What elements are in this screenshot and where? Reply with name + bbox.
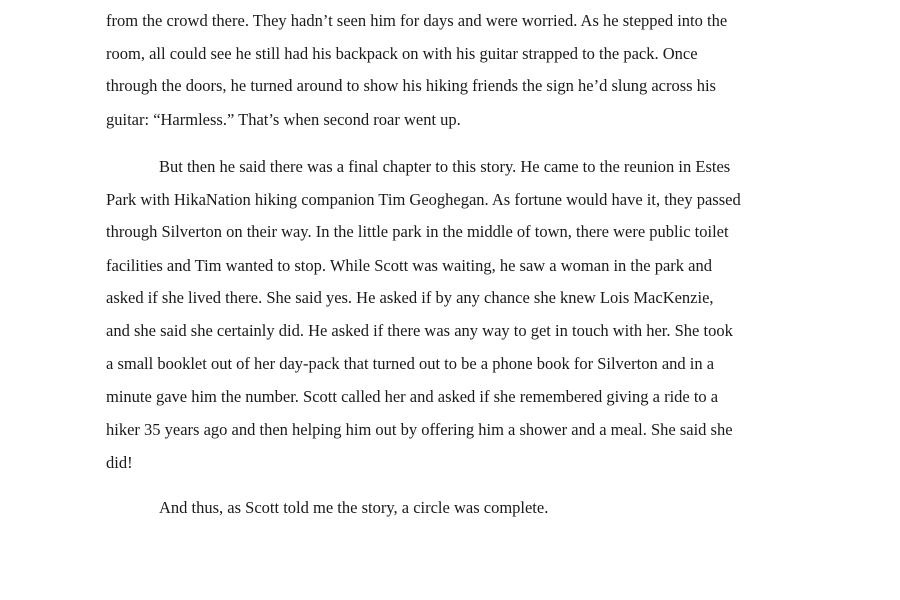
paragraph-1-line-3: through the doors, he turned around to show his hiking friends the sign he’d slung across his [106,76,716,95]
paragraph-3-line-1: And thus, as Scott told me the story, a circle was complete. [159,498,549,517]
paragraph-2-line-6: and she said she certainly did. He asked if there was any way to get in touch with her. She took [106,321,733,340]
paragraph-1-line-1: from the crowd there. They hadn’t seen him for days and were worried. As he stepped into the [106,11,728,30]
paragraph-2-line-2: Park with HikaNation hiking companion Tim Geoghegan. As fortune would have it, they passed [106,190,741,209]
paragraph-2-line-4: facilities and Tim wanted to stop. While Scott was waiting, he saw a woman in the park and [106,256,712,275]
paragraph-1-line-2: room, all could see he still had his backpack on with his guitar strapped to the pack. Once [106,44,698,63]
paragraph-2-line-5: asked if she lived there. She said yes. He asked if by any chance she knew Lois MacKenzie, [106,288,714,307]
paragraph-2-line-7: a small booklet out of her day-pack that turned out to be a phone book for Silverton and in a [106,354,715,373]
paragraph-1-line-4: guitar: “Harmless.” That’s when second roar went up. [106,110,461,129]
paragraph-2-line-9: hiker 35 years ago and then helping him out by offering him a shower and a meal. She said she [106,420,733,439]
paragraph-2-line-3: through Silverton on their way. In the little park in the middle of town, there were public toilet [106,222,729,241]
paragraph-2-line-1: But then he said there was a final chapter to this story. He came to the reunion in Estes [159,157,731,176]
paragraph-2-line-8: minute gave him the number. Scott called her and asked if she remembered giving a ride to a [106,387,719,406]
paragraph-2-line-10: did! [106,453,133,472]
